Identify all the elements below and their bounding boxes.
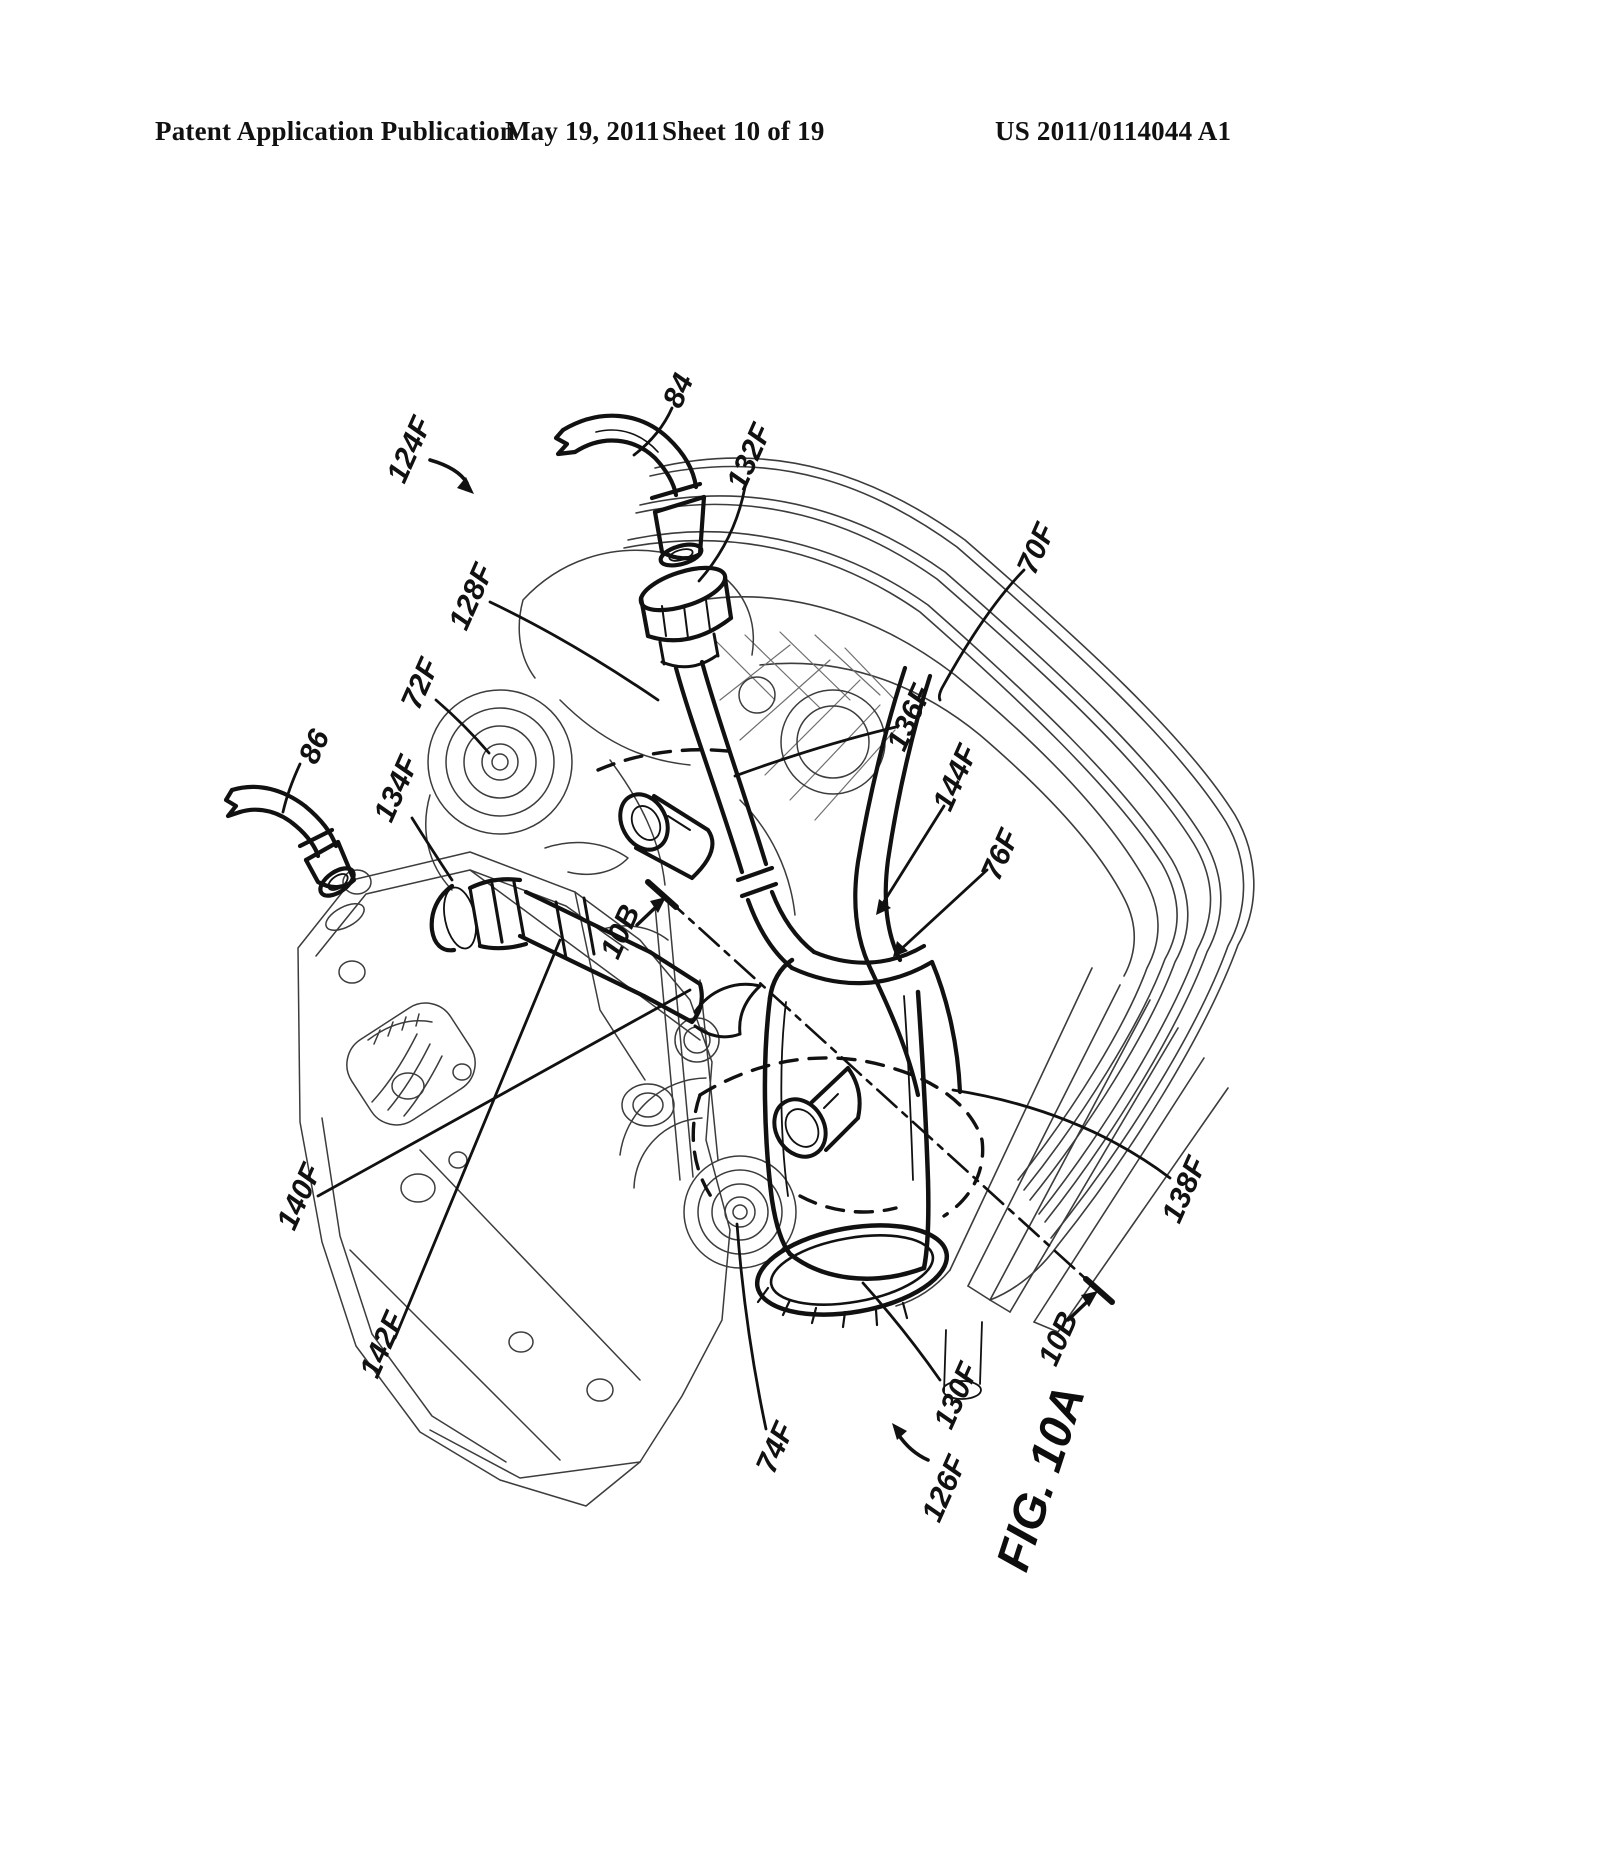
callout-132F: 132F [720,418,779,495]
figure-caption: FIG. 10A [985,1379,1095,1577]
callout-126F: 126F [915,1450,974,1527]
header-date: May 19, 2011 [505,116,660,146]
callout-138F: 138F [1155,1151,1214,1228]
callout-136F: 136F [880,679,939,756]
callout-144F: 144F [926,739,985,816]
callout-130F: 130F [927,1357,986,1434]
exhaust-flange-130F [750,1212,982,1399]
callout-86: 86 [292,724,337,769]
callout-76F: 76F [974,824,1027,886]
callout-10B-top: 10B [594,899,647,964]
callout-128F: 128F [442,558,501,635]
breather-nipple-lower [764,1068,859,1166]
callout-142F: 142F [353,1306,412,1383]
callout-124F: 124F [380,411,439,488]
callout-134F: 134F [367,750,426,827]
header-pub-number: US 2011/0114044 A1 [995,116,1232,146]
callout-84: 84 [656,368,701,413]
left-head-casting [298,852,730,1506]
header-sheet-count: Sheet 10 of 19 [662,116,825,146]
callout-70F: 70F [1010,518,1063,580]
callout-72F: 72F [394,653,447,715]
callout-140F: 140F [270,1158,329,1235]
oil-fill-cap-132F [636,559,731,667]
exhaust-port-138F [765,960,928,1279]
callout-74F: 74F [749,1417,802,1479]
callout-10B-bottom: 10B [1032,1306,1085,1371]
header-publication: Patent Application Publication [155,116,516,146]
breather-hose-86 [226,787,358,901]
